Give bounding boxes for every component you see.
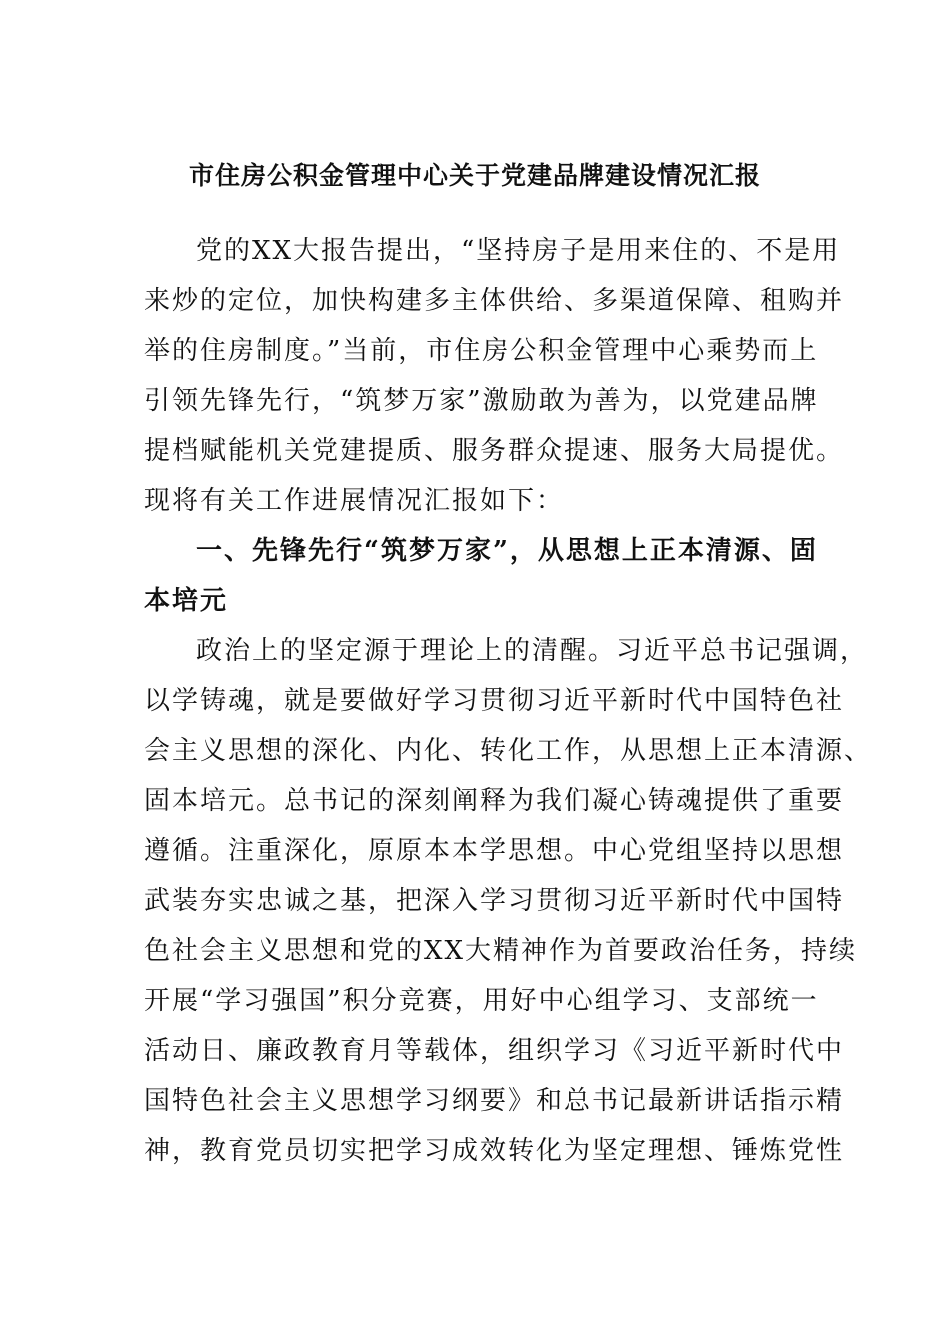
paragraph-line: 遵循。注重深化，原原本本学思想。中心党组坚持以思想 — [144, 836, 845, 866]
paragraph-line: 色社会主义思想和党的XX大精神作为首要政治任务，持续 — [144, 936, 858, 966]
paragraph-line: 引领先锋先行，“筑梦万家”激励敢为善为，以党建品牌 — [144, 386, 819, 416]
paragraph-line: 举的住房制度。”当前，市住房公积金管理中心乘势而上 — [144, 336, 819, 366]
paragraph-line: 会主义思想的深化、内化、转化工作，从思想上正本清源、 — [144, 736, 873, 766]
paragraph-line: 以学铸魂，就是要做好学习贯彻习近平新时代中国特色社 — [144, 686, 845, 716]
paragraph-line: 开展“学习强国”积分竞赛，用好中心组学习、支部统一 — [144, 986, 819, 1016]
paragraph-line: 政治上的坚定源于理论上的清醒。习近平总书记强调， — [196, 636, 869, 666]
paragraph-line: 来炒的定位，加快构建多主体供给、多渠道保障、租购并 — [144, 286, 845, 316]
paragraph-line: 活动日、廉政教育月等载体，组织学习《习近平新时代中 — [144, 1036, 845, 1066]
paragraph-line: 党的XX大报告提出，“坚持房子是用来住的、不是用 — [196, 236, 841, 266]
paragraph-line: 神，教育党员切实把学习成效转化为坚定理想、锤炼党性 — [144, 1136, 845, 1166]
paragraph-line: 现将有关工作进展情况汇报如下： — [144, 486, 565, 516]
paragraph-line: 武装夯实忠诚之基，把深入学习贯彻习近平新时代中国特 — [144, 886, 845, 916]
document-title: 市住房公积金管理中心关于党建品牌建设情况汇报 — [188, 161, 761, 190]
section-heading-line: 本培元 — [144, 586, 229, 616]
paragraph-line: 固本培元。总书记的深刻阐释为我们凝心铸魂提供了重要 — [144, 786, 845, 816]
section-heading-line: 一、先锋先行“筑梦万家”，从思想上正本清源、固 — [196, 536, 818, 566]
paragraph-line: 国特色社会主义思想学习纲要》和总书记最新讲话指示精 — [144, 1086, 845, 1116]
paragraph-line: 提档赋能机关党建提质、服务群众提速、服务大局提优。 — [144, 436, 845, 466]
